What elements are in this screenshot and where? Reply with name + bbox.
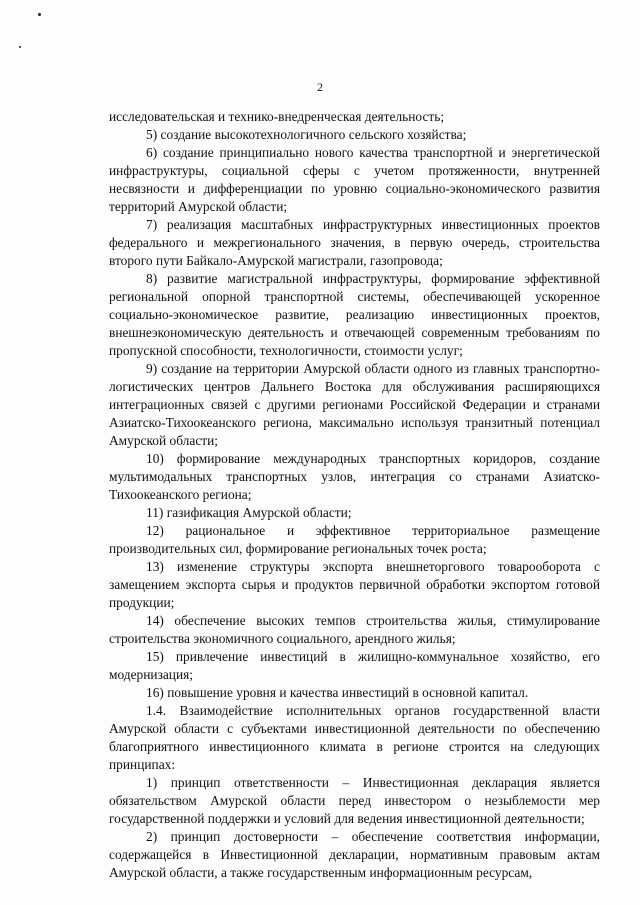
scan-speck <box>19 46 21 48</box>
paragraph: 16) повышение уровня и качества инвестиций в основной капитал. <box>146 685 529 700</box>
scan-speck <box>38 13 41 16</box>
paragraph: 5) создание высокотехнологичного сельского хозяйства; <box>146 127 467 142</box>
paragraph: 6) создание принципиально нового качества транспортной и энергетической инфраструктуры, социальной сферы с учетом протяженности, внутренней несвязности и дифференциации по уровню социально-экономического развития территорий Амурской области; <box>109 145 600 214</box>
paragraph: 10) формирование международных транспортных коридоров, создание мультимодальных транспортных узлов, интеграция со странами Азиатско-Тихоокеанского региона; <box>109 451 600 502</box>
page-number: 2 <box>317 80 323 94</box>
paragraph: 13) изменение структуры экспорта внешнеторгового товарооборота с замещением экспорта сырья и продуктов первичной обработки экспортом готовой продукции; <box>109 559 600 610</box>
paragraph: 9) создание на территории Амурской области одного из главных транспортно-логистических центров Дальнего Востока для обслуживания расширяющихся интеграционных связей с другими регионами Российской Федерации и странами Азиатско-Тихоокеанского региона, максимально используя транзитный потенциал Амурской области; <box>109 361 600 448</box>
paragraph: 11) газификация Амурской области; <box>146 505 352 520</box>
paragraph: 8) развитие магистральной инфраструктуры, формирование эффективной региональной опорной транспортной системы, обеспечивающей ускоренное социально-экономическое развитие, реализацию инвестиционных проектов, внешнеэкономическую деятельность и отвечающей современным требованиям по пропускной способности, технологичности, стоимости услуг; <box>109 271 600 358</box>
paragraph: 2) принцип достоверности – обеспечение соответствия информации, содержащейся в Инвестиционной декларации, нормативным правовым актам Амурской области, а также государственным информационным ресурсам, <box>109 829 600 880</box>
paragraph: 15) привлечение инвестиций в жилищно-коммунальное хозяйство, его модернизация; <box>109 649 600 682</box>
paragraph: 1.4. Взаимодействие исполнительных органов государственной власти Амурской области с субъектами инвестиционной деятельности по обеспечению благоприятного инвестиционного климата в регионе строится на следующих принципах: <box>109 703 600 772</box>
paragraph: исследовательская и технико-внедренческая деятельность; <box>109 109 445 124</box>
paragraph: 7) реализация масштабных инфраструктурных инвестиционных проектов федерального и межрегионального значения, в первую очередь, строительства второго пути Байкало-Амурской магистрали, газопровода; <box>109 217 600 268</box>
document-body <box>109 108 600 882</box>
paragraph: 12) рациональное и эффективное территориальное размещение производительных сил, формирование региональных точек роста; <box>109 523 600 556</box>
paragraph: 14) обеспечение высоких темпов строительства жилья, стимулирование строительства экономичного социального, арендного жилья; <box>109 613 600 646</box>
paragraph: 1) принцип ответственности – Инвестиционная декларация является обязательством Амурской области перед инвестором о незыблемости мер государственной поддержки и условий для ведения инвестиционной деятельности; <box>109 775 600 826</box>
